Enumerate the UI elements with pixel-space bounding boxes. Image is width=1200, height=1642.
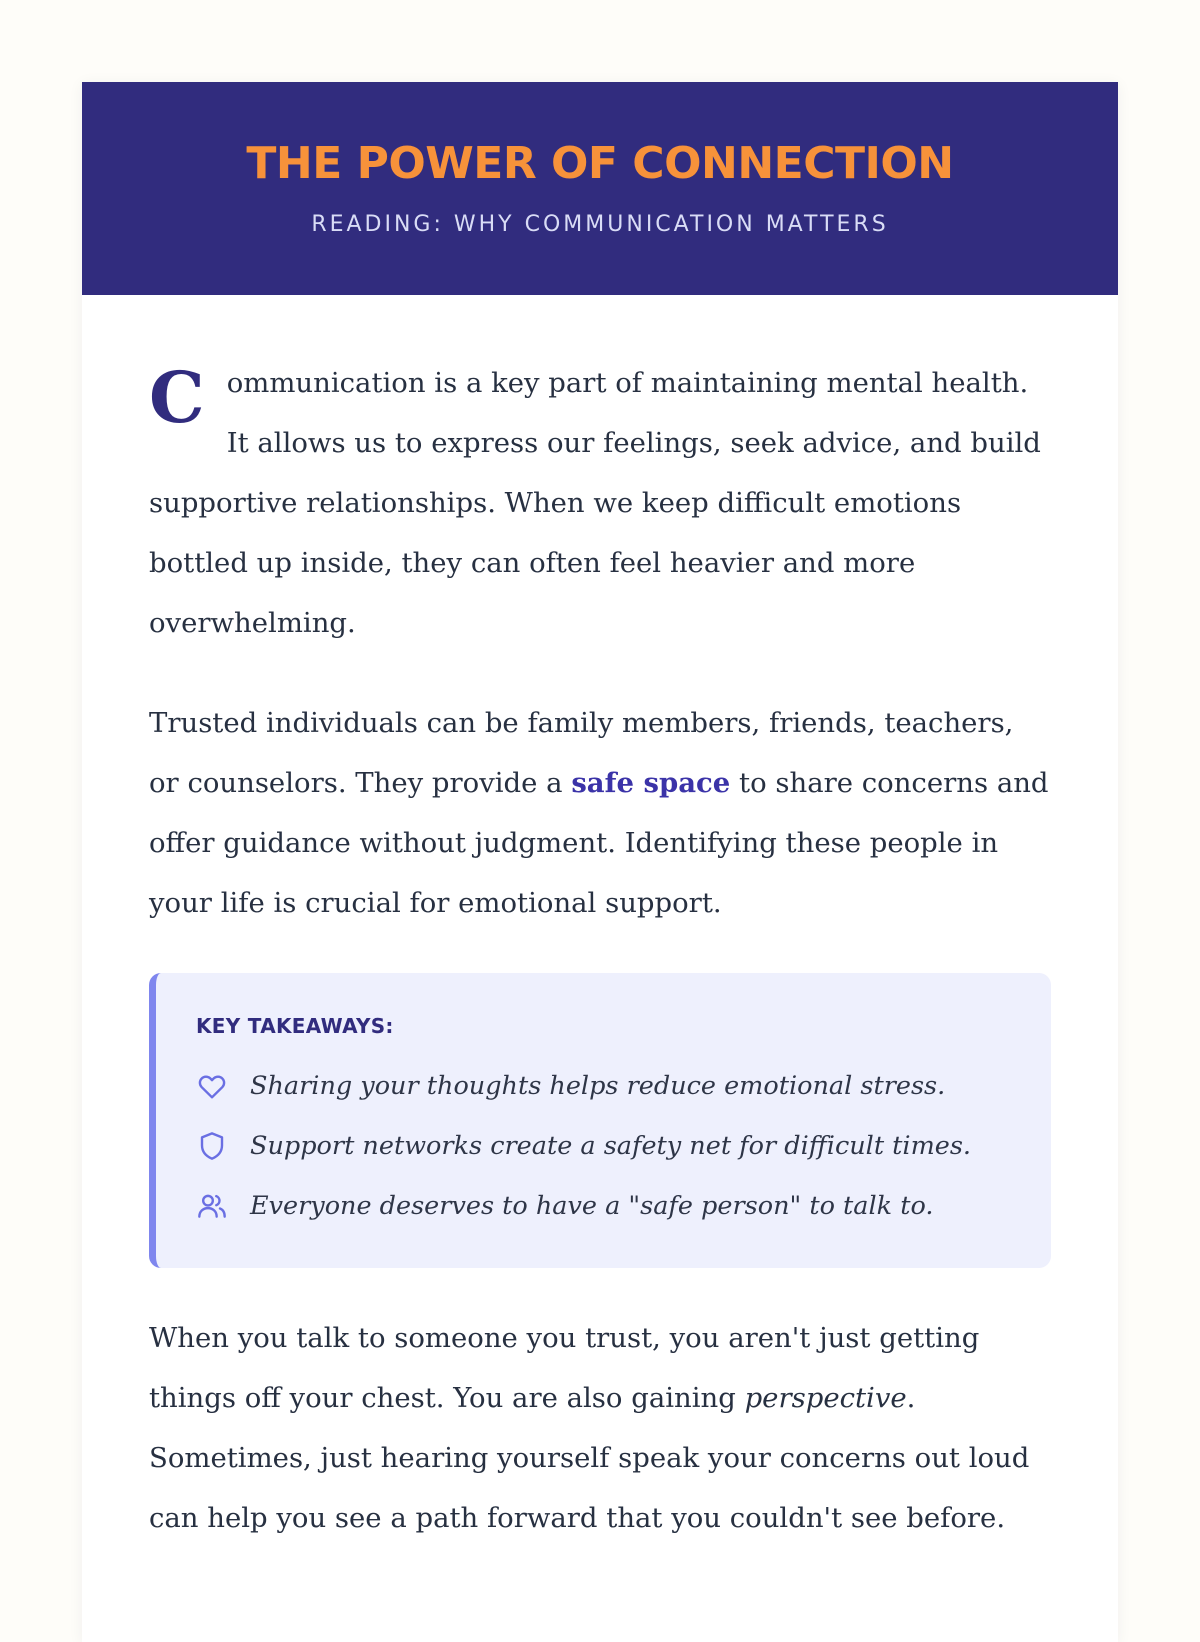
heart-icon xyxy=(196,1070,228,1102)
takeaway-text: Support networks create a safety net for difficult times. xyxy=(250,1131,972,1161)
page-title: THE POWER OF CONNECTION xyxy=(246,138,954,189)
perspective-paragraph xyxy=(149,1308,1051,1548)
key-takeaways-heading: KEY TAKEAWAYS: xyxy=(196,1014,394,1038)
paragraph-text-start: When you talk to someone you trust, you aren't just getting things off your chest. You are also gaining xyxy=(149,1322,980,1414)
takeaway-item xyxy=(196,1116,1011,1176)
takeaway-item xyxy=(196,1056,1011,1116)
page-subtitle: READING: WHY COMMUNICATION MATTERS xyxy=(311,212,889,237)
intro-paragraph xyxy=(149,353,1051,653)
takeaway-text: Everyone deserves to have a "safe person" to talk to. xyxy=(250,1191,934,1221)
users-icon xyxy=(196,1190,228,1222)
paragraph-text-start: Trusted individuals can be family members, friends, teachers, or counselors. They provide a xyxy=(149,707,1014,799)
perspective-emphasis: perspective xyxy=(744,1382,907,1414)
takeaway-item xyxy=(196,1176,1011,1236)
takeaway-text: Sharing your thoughts helps reduce emotional stress. xyxy=(250,1071,946,1101)
intro-paragraph-text: ommunication is a key part of maintaining mental health. It allows us to express our feelings, seek advice, and build supportive relationships. When we keep difficult emotions bottled up inside, they can often feel heavier and more overwhelming. xyxy=(149,367,1041,639)
article-header xyxy=(82,82,1118,295)
key-takeaways-box xyxy=(149,973,1051,1268)
paragraph-text-end: . Sometimes, just hearing yourself speak your concerns out loud can help you see a path forward that you couldn't see before. xyxy=(149,1382,1030,1534)
article-body xyxy=(82,295,1118,1548)
article-card xyxy=(82,82,1118,1642)
shield-icon xyxy=(196,1130,228,1162)
drop-cap: C xyxy=(149,356,205,439)
paragraph-text-end: to share concerns and offer guidance without judgment. Identifying these people in your life is crucial for emotional support. xyxy=(149,767,1049,919)
safe-space-highlight: safe space xyxy=(571,767,731,799)
trusted-individuals-paragraph xyxy=(149,693,1051,933)
